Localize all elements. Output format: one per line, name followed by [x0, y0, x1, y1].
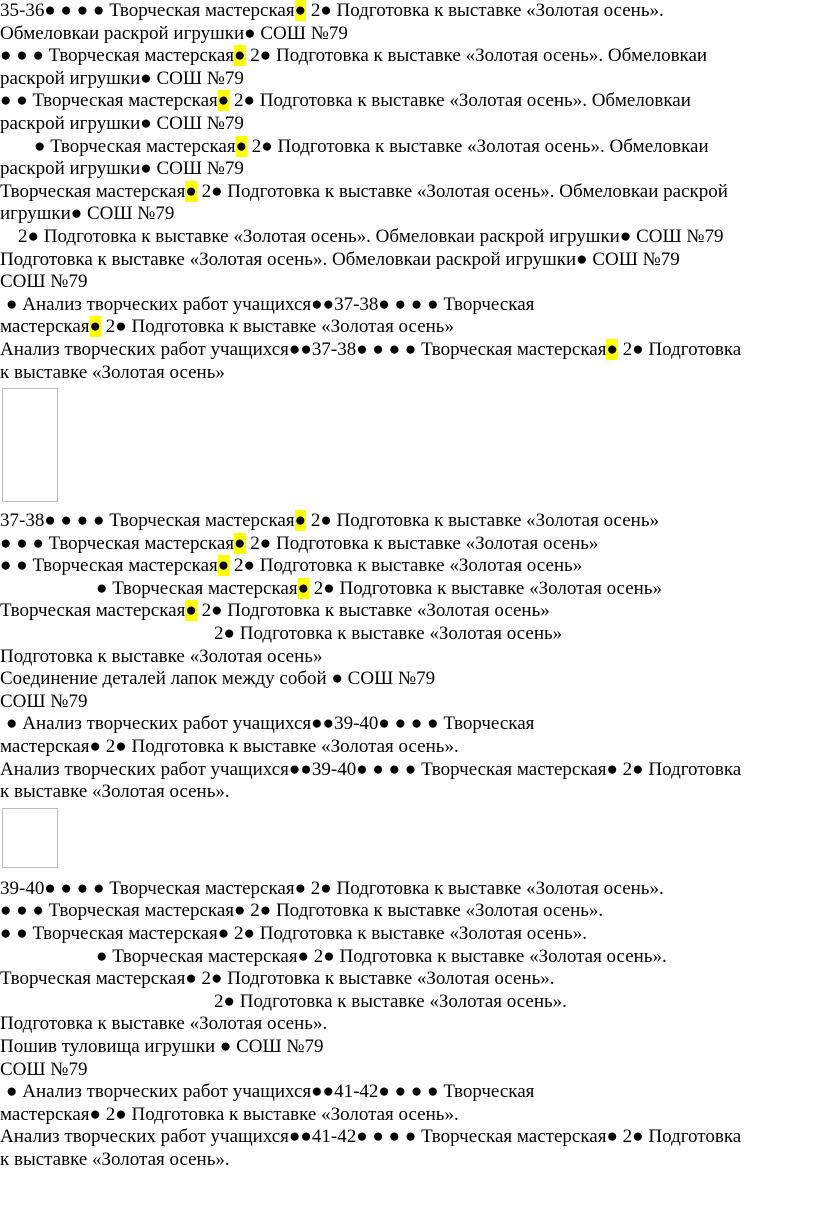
- text-line: к выставке «Золотая осень».: [0, 1148, 230, 1170]
- text-line: Обмеловкаи раскрой игрушки● СОШ №79: [0, 22, 348, 44]
- text-line: СОШ №79: [0, 1058, 88, 1080]
- text-line: Соединение деталей лапок между собой ● СОШ №79: [0, 668, 436, 690]
- highlight-mark: ●: [606, 338, 618, 360]
- highlight-mark: ●: [185, 600, 197, 622]
- text-line: 35-36● ● ● ● Творческая мастерская● 2● Подготовка к выставке «Золотая осень».: [0, 0, 664, 21]
- highlight-mark: ●: [235, 135, 248, 157]
- text-line: 37-38● ● ● ● Творческая мастерская● 2● Подготовка к выставке «Золотая осень»: [0, 510, 659, 532]
- text-line: Анализ творческих работ учащихся●●37-38● ● ● ● Творческая мастерская● 2● Подготовка: [0, 338, 742, 360]
- highlight-mark: ●: [217, 555, 230, 577]
- text-line: ● ● Творческая мастерская● 2● Подготовка к выставке «Золотая осень».: [0, 923, 587, 944]
- text-line: Творческая мастерская● 2● Подготовка к выставке «Золотая осень»: [0, 600, 550, 622]
- text-line: 2● Подготовка к выставке «Золотая осень».: [214, 990, 567, 1012]
- text-line: ● ● ● Творческая мастерская● 2● Подготовка к выставке «Золотая осень».: [0, 900, 604, 922]
- text-line: ● ● ● Творческая мастерская● 2● Подготовка к выставке «Золотая осень». Обмеловкаи: [0, 45, 708, 67]
- text-line: раскрой игрушки● СОШ №79: [0, 112, 244, 134]
- highlight-mark: ●: [89, 316, 102, 338]
- highlight-mark: ●: [234, 45, 246, 67]
- text-line: мастерская● 2● Подготовка к выставке «Золотая осень».: [0, 1103, 459, 1125]
- highlight-mark: ●: [297, 577, 310, 599]
- text-line: ● Творческая мастерская● 2● Подготовка к выставке «Золотая осень»: [96, 577, 662, 599]
- highlight-mark: ●: [217, 90, 230, 112]
- text-line: мастерская● 2● Подготовка к выставке «Золотая осень».: [0, 736, 459, 758]
- text-line: Творческая мастерская● 2● Подготовка к выставке «Золотая осень». Обмеловкаи раскрой: [0, 180, 728, 202]
- text-line: ● Творческая мастерская● 2● Подготовка к выставке «Золотая осень».: [96, 945, 667, 967]
- text-line: 2● Подготовка к выставке «Золотая осень»: [214, 623, 563, 645]
- image-placeholder: [2, 388, 58, 502]
- text-line: ● ● Творческая мастерская● 2● Подготовка к выставке «Золотая осень». Обмеловкаи: [0, 90, 691, 112]
- text-line: ● Анализ творческих работ учащихся●●41-42● ● ● ● Творческая: [6, 1081, 535, 1103]
- text-line: к выставке «Золотая осень»: [0, 361, 225, 383]
- text-line: раскрой игрушки● СОШ №79: [0, 67, 244, 89]
- highlight-mark: ●: [185, 180, 197, 202]
- image-placeholder: [2, 808, 58, 868]
- text-line: ● ● Творческая мастерская● 2● Подготовка к выставке «Золотая осень»: [0, 555, 583, 577]
- highlight-mark: ●: [234, 532, 246, 554]
- text-line: ● Анализ творческих работ учащихся●●39-40● ● ● ● Творческая: [6, 713, 535, 735]
- text-line: мастерская● 2● Подготовка к выставке «Золотая осень»: [0, 316, 454, 338]
- text-line: Анализ творческих работ учащихся●●39-40● ● ● ● Творческая мастерская● 2● Подготовка: [0, 758, 742, 780]
- text-line: Подготовка к выставке «Золотая осень»: [0, 645, 323, 667]
- text-line: 39-40● ● ● ● Творческая мастерская● 2● Подготовка к выставке «Золотая осень».: [0, 877, 664, 899]
- text-line: Подготовка к выставке «Золотая осень».: [0, 1013, 328, 1035]
- text-line: Творческая мастерская● 2● Подготовка к выставке «Золотая осень».: [0, 968, 555, 990]
- text-line: игрушки● СОШ №79: [0, 203, 175, 225]
- text-line: ● Творческая мастерская● 2● Подготовка к выставке «Золотая осень». Обмеловкаи: [34, 135, 709, 157]
- highlight-mark: ●: [294, 510, 307, 532]
- text-line: к выставке «Золотая осень».: [0, 781, 230, 803]
- text-line: раскрой игрушки● СОШ №79: [0, 158, 244, 180]
- text-line: Пошив туловища игрушки ● СОШ №79: [0, 1035, 324, 1057]
- highlight-mark: ●: [294, 0, 307, 21]
- text-line: СОШ №79: [0, 690, 88, 712]
- text-line: СОШ №79: [0, 271, 88, 293]
- text-line: Подготовка к выставке «Золотая осень». Обмеловкаи раскрой игрушки● СОШ №79: [0, 248, 680, 270]
- text-line: ● Анализ творческих работ учащихся●●37-38● ● ● ● Творческая: [6, 293, 535, 315]
- text-line: ● ● ● Творческая мастерская● 2● Подготовка к выставке «Золотая осень»: [0, 532, 599, 554]
- text-line: 2● Подготовка к выставке «Золотая осень». Обмеловкаи раскрой игрушки● СОШ №79: [18, 225, 724, 247]
- text-line: Анализ творческих работ учащихся●●41-42● ● ● ● Творческая мастерская● 2● Подготовка: [0, 1126, 742, 1148]
